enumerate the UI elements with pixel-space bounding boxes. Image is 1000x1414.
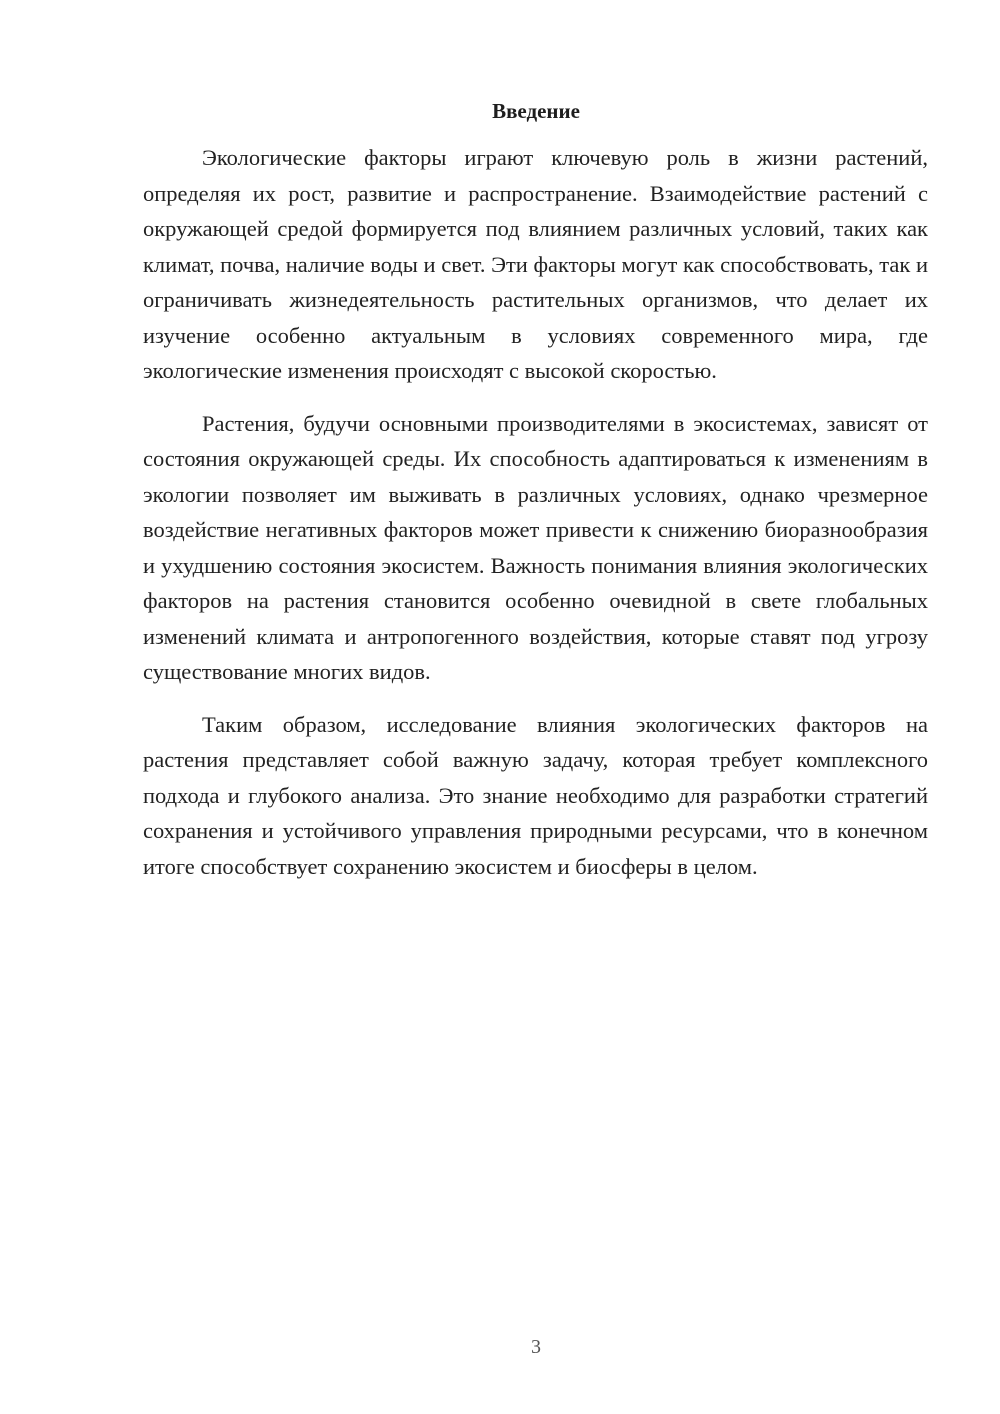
paragraph-1: Экологические факторы играют ключевую роль в жизни растений, определяя их рост, развитие и распространение. Взаимодействие растений с окружающей средой формируется под влиянием различных условий, таких как климат, почва, наличие воды и свет. Эти факторы могут как способствовать, так и ограничивать жизнедеятельность растительных организмов, что делает их изучение особенно актуальным в условиях современного мира, где экологические изменения происходят с высокой скоростью. xyxy=(143,145,928,383)
body-text xyxy=(143,140,928,884)
paragraph-2: Растения, будучи основными производителями в экосистемах, зависят от состояния окружающей среды. Их способность адаптироваться к изменениям в экологии позволяет им выживать в различных условиях, однако чрезмерное воздействие негативных факторов может привести к снижению биоразнообразия и ухудшению состояния экосистем. Важность понимания влияния экологических факторов на растения становится особенно очевидной в свете глобальных изменений климата и антропогенного воздействия, которые ставят под угрозу существование многих видов. xyxy=(143,410,928,684)
page-number: 3 xyxy=(531,1336,541,1358)
paragraph-3: Таким образом, исследование влияния экологических факторов на растения представляет собой важную задачу, которая требует комплексного подхода и глубокого анализа. Это знание необходимо для разработки стратегий сохранения и устойчивого управления природными ресурсами, что в конечном итоге способствует сохранению экосистем и биосферы в целом. xyxy=(143,711,928,879)
section-heading: Введение xyxy=(492,99,580,123)
